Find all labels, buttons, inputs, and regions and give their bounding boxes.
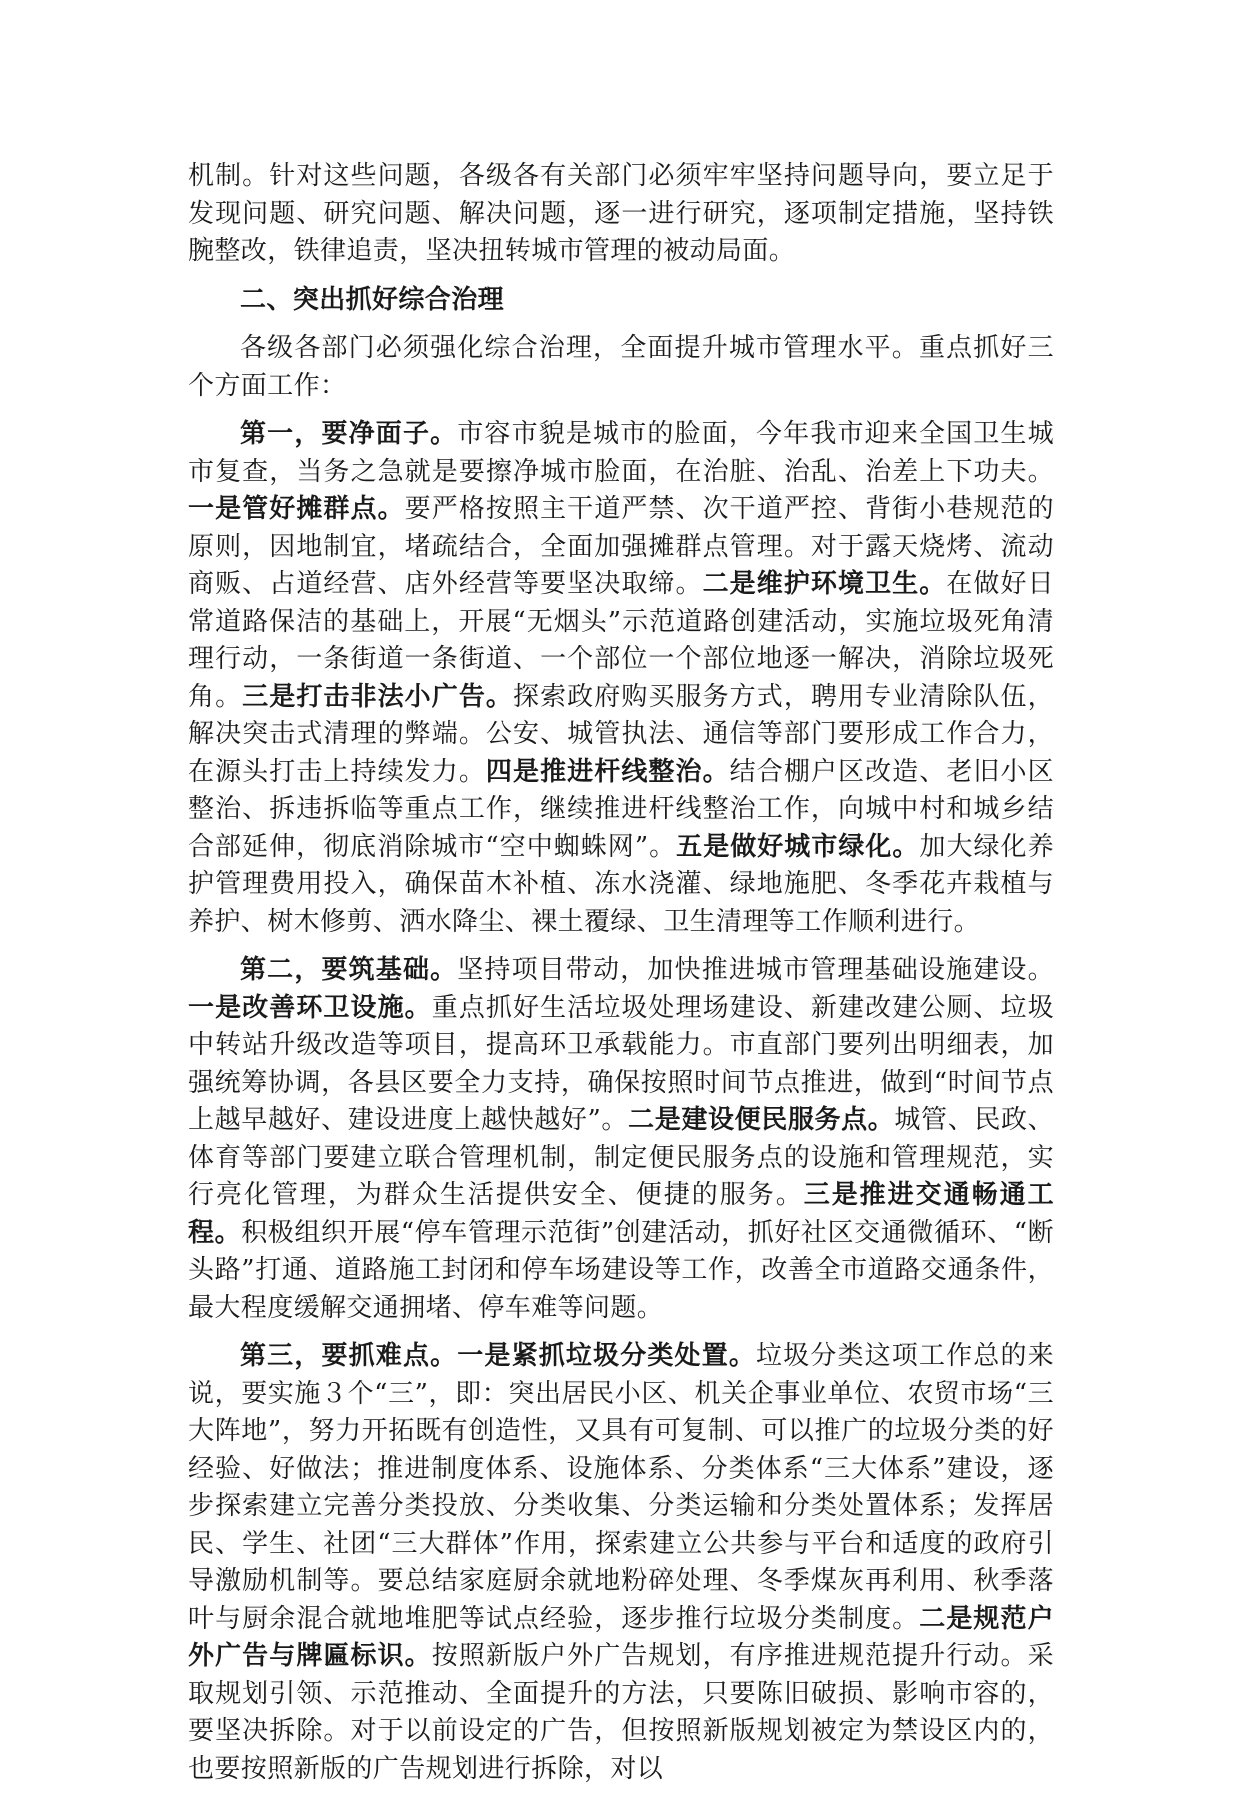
paragraph-continuation (188, 158, 1054, 271)
bold-lead: 第二，要筑基础。 (240, 955, 458, 985)
document-page (188, 158, 1054, 1799)
paragraph-intro (188, 330, 1054, 405)
body-text: 在做好日常道路保洁的基础上，开展“无烟头”示范道路创建活动，实施垃圾死角清理行动，一条街道一条街道、一个部位一个部位地逐一解决，消除垃圾死角。 (188, 569, 1054, 712)
bold-lead: 二是规范户外广告与牌匾标识。 (188, 1603, 1054, 1671)
body-text: 探索政府购买服务方式，聘用专业清除队伍，解决突击式清理的弊端。公安、城管执法、通信等部门要形成工作合力，在源头打击上持续发力。 (188, 681, 1054, 787)
body-text: 按照新版户外广告规划，有序推进规范提升行动。采取规划引领、示范推动、全面提升的方法，只要陈旧破损、影响市容的，要坚决拆除。对于以前设定的广告，但按照新版规划被定为禁设区内的，也要按照新版的广告规划进行拆除，对以 (188, 1641, 1055, 1784)
body-text: 机制。针对这些问题，各级各有关部门必须牢牢坚持问题导向，要立足于发现问题、研究问题、解决问题，逐一进行研究，逐项制定措施，坚持铁腕整改，铁律追责，坚决扭转城市管理的被动局面。 (188, 161, 1054, 266)
bold-lead: 三是推进交通畅通工程。 (188, 1180, 1054, 1248)
section-heading: 二、突出抓好综合治理 (240, 284, 505, 315)
paragraph-first (188, 416, 1054, 941)
body-text: 市容市貌是城市的脸面，今年我市迎来全国卫生城市复查，当务之急就是要擦净城市脸面，在治脏、治乱、治差上下功夫。 (188, 419, 1054, 487)
paragraph-third (188, 1338, 1054, 1788)
body-text: 结合棚户区改造、老旧小区整治、拆违拆临等重点工作，继续推进杆线整治工作，向城中村和城乡结合部延伸，彻底消除城市“空中蜘蛛网”。 (188, 756, 1054, 862)
bold-lead: 二是建设便民服务点。 (628, 1105, 895, 1135)
bold-lead: 三是打击非法小广告。 (242, 681, 513, 712)
bold-lead: 一是改善环卫设施。 (188, 992, 432, 1023)
body-text: 积极组织开展“停车管理示范街”创建活动，抓好社区交通微循环、“断头路”打通、道路施工封闭和停车场建设等工作，改善全市道路交通条件，最大程度缓解交通拥堵、停车难等问题。 (188, 1217, 1054, 1323)
paragraph-second (188, 952, 1054, 1327)
bold-lead: 二是维护环境卫生。 (702, 569, 947, 599)
bold-lead: 第一，要净面子。 (240, 419, 458, 449)
bold-lead: 五是做好城市绿化。 (676, 831, 920, 862)
bold-lead: 第三，要抓难点。一是紧抓垃圾分类处置。 (240, 1341, 757, 1371)
body-text: 坚持项目带动，加快推进城市管理基础设施建设。 (457, 955, 1054, 985)
bold-lead: 四是推进杆线整治。 (485, 756, 730, 787)
body-text: 要严格按照主干道严禁、次干道严控、背街小巷规范的原则，因地制宜，堵疏结合，全面加强摊群点管理。对于露天烧烤、流动商贩、占道经营、店外经营等要坚决取缔。 (188, 494, 1054, 599)
bold-lead: 一是管好摊群点。 (188, 494, 405, 524)
body-text: 城管、民政、体育等部门要建立联合管理机制，制定便民服务点的设施和管理规范，实行亮化管理，为群众生活提供安全、便捷的服务。 (188, 1105, 1054, 1210)
body-text: 垃圾分类这项工作总的来说，要实施３个“三”，即：突出居民小区、机关企事业单位、农贸市场“三大阵地”，努力开拓既有创造性，又具有可复制、可以推广的垃圾分类的好经验、好做法；推进制度体系、设施体系、分类体系“三大体系”建设，逐步探索建立完善分类投放、分类收集、分类运输和分类处置体系；发挥居民、学生、社团“三大群体”作用，探索建立公共参与平台和适度的政府引导激励机制等。要总结家庭厨余就地粉碎处理、冬季煤灰再利用、秋季落叶与厨余混合就地堆肥等试点经验，逐步推行垃圾分类制度。 (188, 1341, 1054, 1634)
body-text: 各级各部门必须强化综合治理，全面提升城市管理水平。重点抓好三个方面工作： (188, 333, 1054, 401)
body-text: 重点抓好生活垃圾处理场建设、新建改建公厕、垃圾中转站升级改造等项目，提高环卫承载能力。市直部门要列出明细表，加强统筹协调，各县区要全力支持，确保按照时间节点推进，做到“时间节点上越早越好、建设进度上越快越好”。 (188, 992, 1055, 1135)
body-text: 加大绿化养护管理费用投入，确保苗木补植、冻水浇灌、绿地施肥、冬季花卉栽植与养护、树木修剪、洒水降尘、裸土覆绿、卫生清理等工作顺利进行。 (188, 831, 1054, 937)
